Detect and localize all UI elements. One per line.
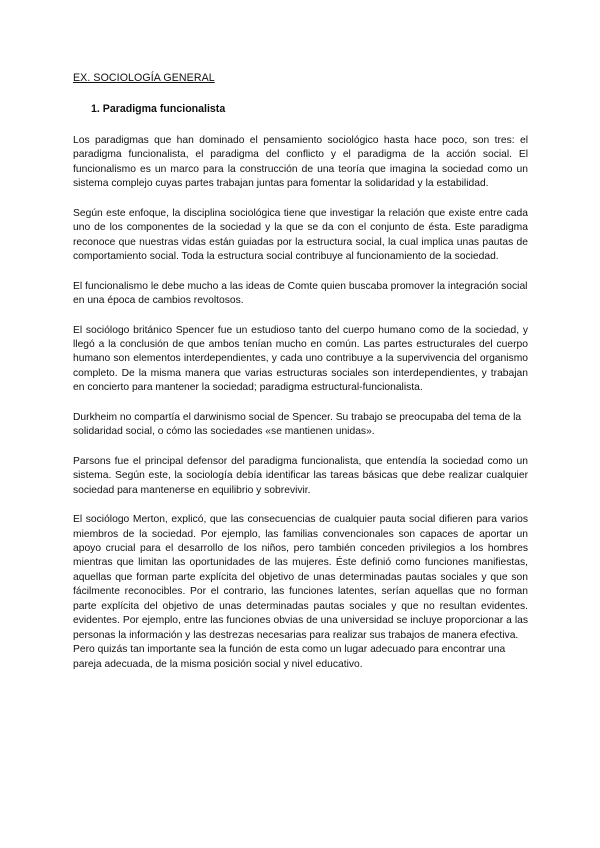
paragraph-paradigms: Los paradigmas que han dominado el pensamiento sociológico hasta hace poco, son tres: el paradigma funcionalista, el paradigma del conflicto y el paradigma de la acción social. El funcionalismo es un marco para la construcción de una teoría que imagina la sociedad como un sistema complejo cuyas partes trabajan juntas para fomentar la solidaridad y la estabilidad.: [73, 135, 528, 190]
paragraph-spencer: El sociólogo británico Spencer fue un estudioso tanto del cuerpo humano como de la sociedad, y llegó a la conclusión de que ambos tenían mucho en común. Las partes estructurales del cuerpo humano son elementos interdependientes, y cada uno contribuye a la supervivencia del organismo completo. De la misma manera que varias estructuras sociales son interdependientes, y trabajan en concierto para mantener la sociedad; paradigma estructural-funcionalista.: [73, 324, 528, 394]
paragraph-approach: Según este enfoque, la disciplina sociológica tiene que investigar la relación que existe entre cada uno de los componentes de la sociedad y la que se da con el conjunto de ésta. Este paradigma reconoce que nuestras vidas están guiadas por la estructura social, la cual implica unas pautas de comportamiento social. Toda la estructura social contribuye al funcionamiento de la sociedad.: [73, 207, 528, 263]
paragraph-university-function: Pero quizás tan importante sea la función de esta como un lugar adecuado para encontrar una pareja adecuada, de la misma posición social y nivel educativo.: [73, 644, 506, 670]
document-title: EX. SOCIOLOGÍA GENERAL: [73, 72, 215, 84]
paragraph-parsons: Parsons fue el principal defensor del paradigma funcionalista, que entendía la sociedad como un sistema. Según este, la sociología debía identificar las tareas básicas que debe realizar cualquier sociedad para mantenerse en equilibrio y sobrevivir.: [73, 455, 528, 496]
paragraph-comte: El funcionalismo le debe mucho a las ideas de Comte quien buscaba promover la integración social en una época de cambios revoltosos.: [73, 280, 528, 307]
paragraph-merton: El sociólogo Merton, explicó, que las consecuencias de cualquier pauta social difieren para varios miembros de la sociedad. Por ejemplo, las familias convencionales son capaces de aportar un apoyo crucial para el desarrollo de los niños, pero también conceden privilegios a los hombres mientras que limitan las oportunidades de las mujeres. Éste definió como funciones manifiestas, aquellas que forman parte explícita del objetivo de unas determinadas pautas sociales y que son fácilmente reconocibles. Por el contrario, las funciones latentes, serían aquellas que no forman parte explícita del objetivo de unas determinadas pautas sociales y que no resultan evidentes. evidentes. Por ejemplo, entre las funciones obvias de una universidad se incluye proporcionar a las personas la información y las destrezas necesarias para realizar sus trabajos de manera efectiva.: [73, 514, 528, 641]
paragraph-durkheim: Durkheim no compartía el darwinismo social de Spencer. Su trabajo se preocupaba del tema de la solidaridad social, o cómo las sociedades «se mantienen unidas».: [73, 411, 522, 438]
document-page: [73, 71, 528, 672]
section-heading: 1. Paradigma funcionalista: [91, 103, 226, 115]
